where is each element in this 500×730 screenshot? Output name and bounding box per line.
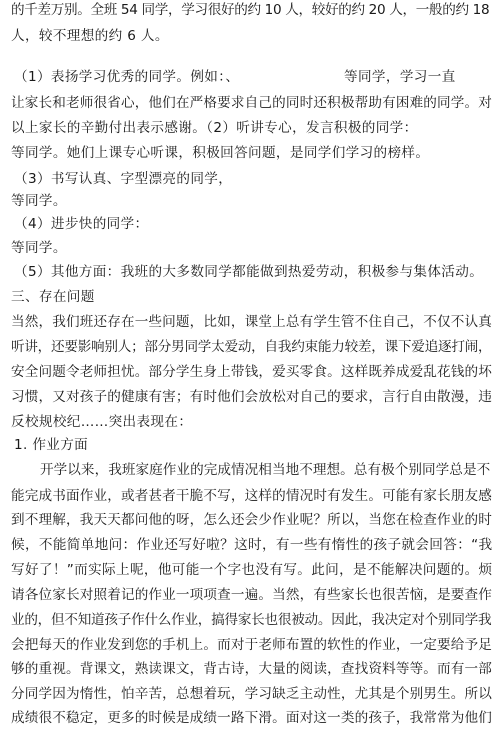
text-line: 会把每天的作业发到您的手机上。而对于老师布置的软性的作业，一定要给予足 <box>11 637 493 653</box>
text-line: 分同学因为惰性，怕辛苦，总想着玩，学习缺乏主动性，尤其是个别男生。所以 <box>11 686 493 702</box>
text-line: 业的，但不知道孩子作什么作业，搞得家长也很被动。因此，我决定对个别同学我 <box>11 612 492 628</box>
text-line: 以上家长的辛勤付出表示感谢。（2）听讲专心，发言积极的同学： <box>11 120 418 136</box>
list-item-praise-excellent: （1）表扬学习优秀的同学。例如：、 等同学，学习一直 <box>14 69 456 85</box>
text-line: 当然，我们班还存在一些问题，比如，课堂上总有学生管不住自己，不仅不认真 <box>11 314 493 330</box>
text-line: 等同学。 <box>11 193 67 209</box>
text-line: 习惯，又对孩子的健康有害；有时他们会放松对自己的要求，言行自由散漫，违 <box>11 389 493 405</box>
text-line: 等同学。她们上课专心听课，积极回答问题，是同学们学习的榜样。 <box>11 145 430 161</box>
text-line: 候，不能简单地问：作业还写好啦？这时，有一些有惰性的孩子就会回答：“我 <box>11 537 493 553</box>
text-line: 能完成书面作业，或者甚者干脆不写，这样的情况时有发生。可能有家长朋友感 <box>11 488 493 504</box>
text-line: 等同学。 <box>11 240 67 256</box>
list-item-neat-writing: （3）书写认真、字型漂亮的同学， <box>14 171 233 187</box>
text-line: 到不理解，我天天都问他的呀，怎么还会少作业呢？所以，当您在检查作业的时 <box>11 512 493 528</box>
list-item-fast-progress: （4）进步快的同学： <box>14 216 149 232</box>
text-line: 的千差万别。全班 54 同学，学习很好的约 10 人，较好的约 20 人，一般的约 18 <box>11 2 490 18</box>
text-line: 反校规校纪……突出表现在： <box>11 414 193 430</box>
list-item-other-aspects: （5）其他方面：我班的大多数同学都能做到热爱劳动，积极参与集体活动。 <box>14 264 484 280</box>
text-line: 请各位家长对照着记的作业一项项查一遍。当然，有些家长也很苦恼，是要查作 <box>11 587 493 603</box>
subsection-heading: 1. 作业方面 <box>14 437 89 453</box>
text-line: 写好了！”而实际上呢，他可能一个字也没有写。此问，是不能解决问题的。烦 <box>11 562 493 578</box>
text-line: 安全问题令老师担忧。部分学生身上带钱，爱买零食。这样既养成爱乱花钱的坏 <box>11 364 493 380</box>
text-line: 人，较不理想的约 6 人。 <box>11 28 169 44</box>
text-line: 听讲，还要影响别人；部分男同学太爱动，自我约束能力较差，课下爱追逐打闹， <box>11 339 492 355</box>
text-line: 让家长和老师很省心，他们在严格要求自己的同时还积极帮助有困难的同学。对 <box>11 95 493 111</box>
text-line: 成绩很不稳定，更多的时候是成绩一路下滑。面对这一类的孩子，我常常为他们 <box>11 710 493 726</box>
section-heading: 三、存在问题 <box>11 289 95 305</box>
text-line: 够的重视。背课文，熟读课文，背古诗，大量的阅读，查找资料等等。而有一部 <box>11 661 493 677</box>
text-line: 开学以来，我班家庭作业的完成情况相当地不理想。总有极个别同学总是不 <box>40 462 491 478</box>
